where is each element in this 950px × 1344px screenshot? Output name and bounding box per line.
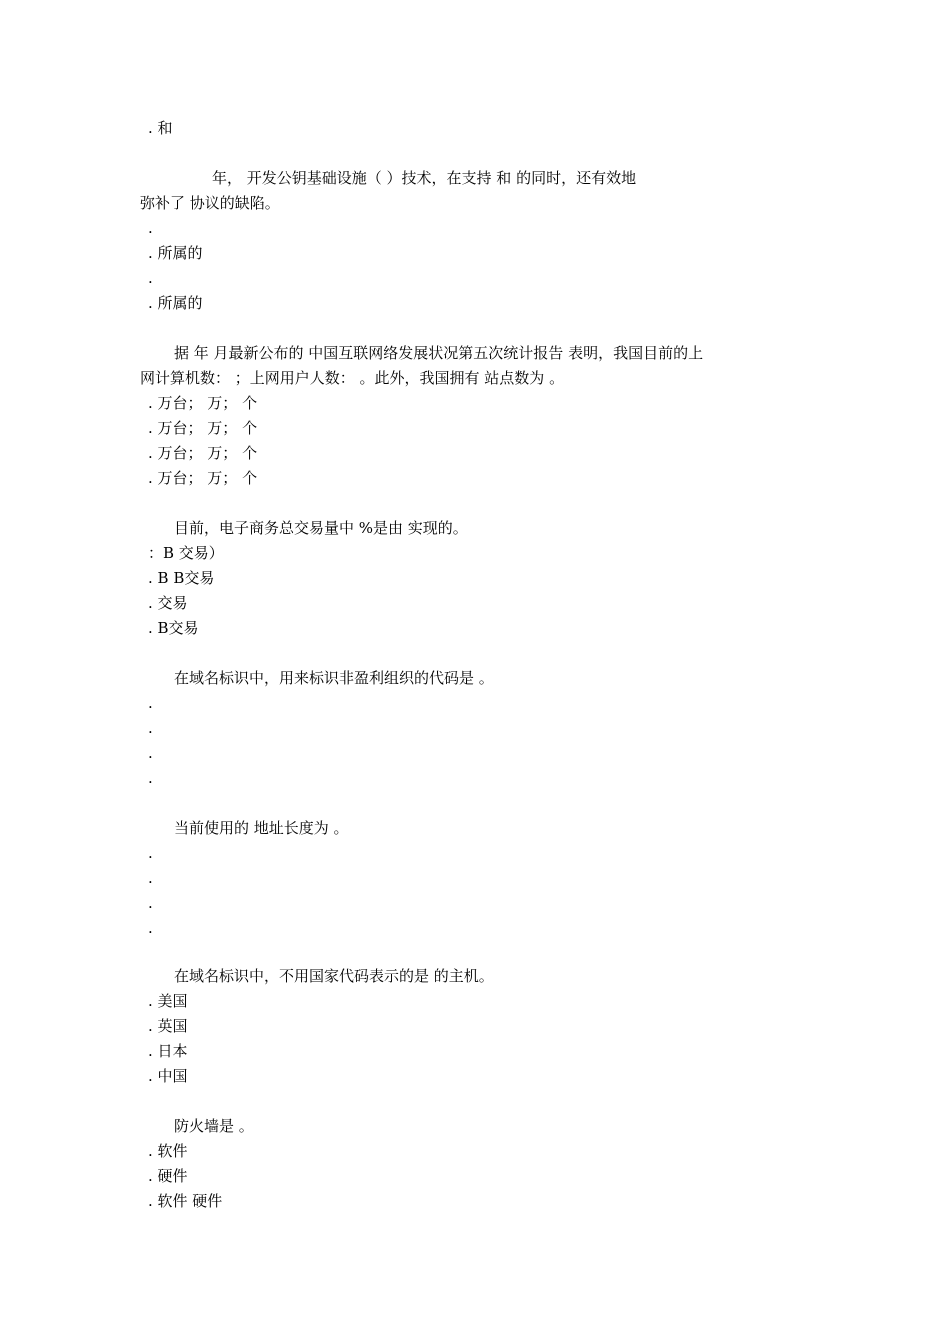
option-line: . <box>148 844 153 862</box>
option-line: . <box>148 694 153 712</box>
question-text: 目前，电子商务总交易量中 %是由 实现的。 <box>174 519 468 537</box>
option-line: . 日本 <box>148 1042 188 1060</box>
option-line: . <box>148 269 153 287</box>
option-line: . <box>148 719 153 737</box>
question-text: 在域名标识中，不用国家代码表示的是 的主机。 <box>174 967 494 985</box>
option-line: . B交易 <box>148 619 199 637</box>
option-line: . <box>148 869 153 887</box>
option-line: . 交易 <box>148 594 188 612</box>
option-line: . 硬件 <box>148 1167 188 1185</box>
option-line: . 和 <box>148 119 173 137</box>
option-line: . 万台； 万； 个 <box>148 394 258 412</box>
question-text: 防火墙是 。 <box>174 1117 254 1135</box>
option-line: . 所属的 <box>148 244 203 262</box>
question-text: 据 年 月最新公布的 中国互联网络发展状况第五次统计报告 表明，我国目前的上 <box>174 344 704 362</box>
option-line: . 英国 <box>148 1017 188 1035</box>
option-line: . 中国 <box>148 1067 188 1085</box>
option-line: . <box>148 219 153 237</box>
question-text: 弥补了 协议的缺陷。 <box>140 194 280 212</box>
option-line: . <box>148 769 153 787</box>
option-line: . <box>148 744 153 762</box>
option-line: . 软件 <box>148 1142 188 1160</box>
option-line: . 万台； 万； 个 <box>148 419 258 437</box>
option-line: . 软件 硬件 <box>148 1192 223 1210</box>
question-text: 在域名标识中，用来标识非盈利组织的代码是 。 <box>174 669 494 687</box>
question-text: 当前使用的 地址长度为 。 <box>174 819 349 837</box>
option-line: . B B交易 <box>148 569 215 587</box>
option-line: . 美国 <box>148 992 188 1010</box>
option-line: . <box>148 919 153 937</box>
option-line: ：B 交易） <box>148 544 224 562</box>
question-text: 年， 开发公钥基础设施（ ）技术，在支持 和 的同时，还有效地 <box>212 169 637 187</box>
option-line: . 万台； 万； 个 <box>148 469 258 487</box>
question-text: 网计算机数： ；上网用户人数： 。此外，我国拥有 站点数为 。 <box>140 369 565 387</box>
option-line: . 万台； 万； 个 <box>148 444 258 462</box>
option-line: . <box>148 894 153 912</box>
option-line: . 所属的 <box>148 294 203 312</box>
